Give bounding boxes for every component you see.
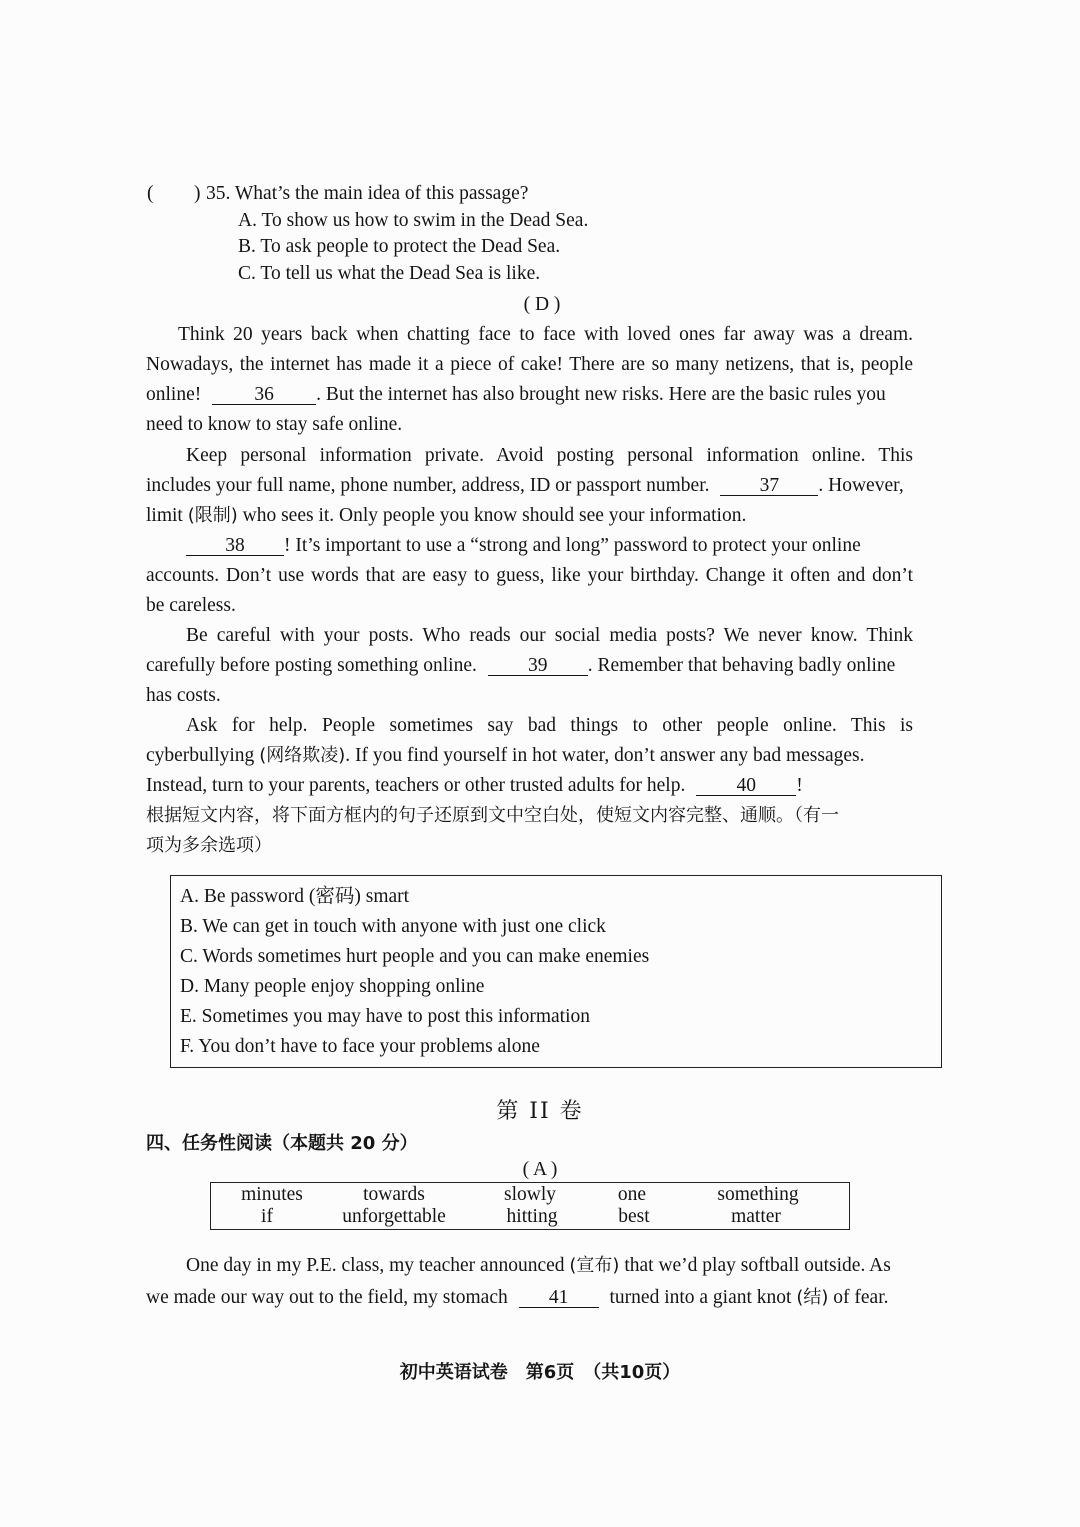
pa-line1-gloss: (宣布) bbox=[569, 1255, 620, 1276]
p1-line3-text-b: . But the internet has also brought new risks. Here are the basic rules you bbox=[316, 384, 886, 405]
p2-line3-text-a: limit bbox=[146, 505, 183, 526]
blank-40: 40 bbox=[696, 777, 796, 796]
p4-line2 bbox=[146, 654, 913, 678]
p3-line2: accounts. Don’t use words that are easy to guess, like your birthday. Change it often and don’t bbox=[146, 565, 913, 586]
word-bank bbox=[210, 1182, 850, 1230]
q35-option-b: B. To ask people to protect the Dead Sea. bbox=[238, 236, 561, 257]
word-matter: matter bbox=[731, 1206, 781, 1227]
p2-line1: Keep personal information private. Avoid posting personal information online. This bbox=[186, 445, 913, 466]
p4-line3: has costs. bbox=[146, 685, 221, 706]
page-footer: 初中英语试卷 第6页 （共10页） bbox=[399, 1362, 681, 1383]
p3-line1-text: ! It’s important to use a “strong and long” password to protect your online bbox=[284, 535, 861, 556]
section-d-label: ( D ) bbox=[523, 294, 561, 315]
word-something: something bbox=[717, 1184, 799, 1205]
p1-line4: need to know to stay safe online. bbox=[146, 414, 403, 435]
word-minutes: minutes bbox=[241, 1184, 303, 1205]
section4-heading: 四、任务性阅读（本题共 20 分） bbox=[146, 1133, 418, 1154]
blank-36: 36 bbox=[212, 386, 316, 405]
options-box bbox=[170, 875, 942, 1068]
p1-line3-text-a: online! bbox=[146, 384, 202, 405]
word-towards: towards bbox=[363, 1184, 425, 1205]
p4-line1: Be careful with your posts. Who reads our social media posts? We never know. Think bbox=[186, 625, 913, 646]
p1-line1: Think 20 years back when chatting face to face with loved ones far away was a dream. bbox=[178, 324, 913, 345]
p1-line2: Nowadays, the internet has made it a piece of cake! There are so many netizens, that is, people bbox=[146, 354, 913, 375]
box-option-a: A. Be password (密码) smart bbox=[180, 886, 410, 907]
pa-line2-gloss: (结) bbox=[796, 1287, 829, 1308]
p2-line3-text-b: who sees it. Only people you know should see your information. bbox=[242, 505, 747, 526]
p2-line3 bbox=[146, 504, 913, 528]
p5-line2 bbox=[146, 744, 913, 768]
pa-line1 bbox=[186, 1254, 913, 1278]
part2-title: 第 II 卷 bbox=[496, 1099, 584, 1124]
pa-line2-text-a: we made our way out to the field, my stomach bbox=[146, 1287, 508, 1308]
p5-line3-text-a: Instead, turn to your parents, teachers or other trusted adults for help. bbox=[146, 775, 686, 796]
word-best: best bbox=[618, 1206, 650, 1227]
box-option-d: D. Many people enjoy shopping online bbox=[180, 976, 485, 997]
answer-paren-open: ( bbox=[147, 183, 154, 204]
blank-41: 41 bbox=[519, 1289, 599, 1308]
blank-37: 37 bbox=[720, 477, 818, 496]
pa-line1-text-b: that we’d play softball outside. As bbox=[624, 1255, 891, 1276]
p3-line1 bbox=[186, 534, 913, 558]
pa-line1-text-a: One day in my P.E. class, my teacher announced bbox=[186, 1255, 565, 1276]
question-35-stem: 35. What’s the main idea of this passage? bbox=[206, 183, 529, 204]
instruction-line2: 项为多余选项） bbox=[146, 835, 272, 856]
answer-paren-close: ) bbox=[194, 183, 201, 204]
word-one: one bbox=[617, 1184, 647, 1205]
p3-line3: be careless. bbox=[146, 595, 236, 616]
p2-line2-text-a: includes your full name, phone number, address, ID or passport number. bbox=[146, 475, 710, 496]
p5-line3 bbox=[146, 774, 913, 798]
p4-line2-text-b: . Remember that behaving badly online bbox=[587, 655, 896, 676]
blank-39: 39 bbox=[488, 657, 588, 676]
p1-line3 bbox=[146, 383, 913, 407]
p5-line2-text-a: cyberbullying bbox=[146, 745, 255, 766]
p4-line2-text-a: carefully before posting something online. bbox=[146, 655, 477, 676]
box-option-f: F. You don’t have to face your problems alone bbox=[180, 1036, 540, 1057]
box-option-e: E. Sometimes you may have to post this information bbox=[180, 1006, 590, 1027]
q35-option-a: A. To show us how to swim in the Dead Sea. bbox=[238, 210, 589, 231]
word-hitting: hitting bbox=[506, 1206, 558, 1227]
pa-line2-text-b: turned into a giant knot bbox=[609, 1287, 792, 1308]
p2-line2 bbox=[146, 474, 919, 498]
box-option-c: C. Words sometimes hurt people and you can make enemies bbox=[180, 946, 650, 967]
blank-38: 38 bbox=[186, 537, 284, 556]
p5-line1: Ask for help. People sometimes say bad things to other people online. This is bbox=[186, 715, 913, 736]
pa-line2 bbox=[146, 1286, 913, 1310]
instruction-line1: 根据短文内容，将下面方框内的句子还原到文中空白处，使短文内容完整、通顺。（有一 bbox=[146, 805, 839, 826]
q35-option-c: C. To tell us what the Dead Sea is like. bbox=[238, 263, 541, 284]
p5-line2-gloss: (网络欺凌) bbox=[259, 745, 346, 766]
pa-line2-text-c: of fear. bbox=[833, 1287, 889, 1308]
word-slowly: slowly bbox=[503, 1184, 556, 1205]
section-a-label: ( A ) bbox=[522, 1159, 558, 1180]
p5-line2-text-b: . If you find yourself in hot water, don’t answer any bad messages. bbox=[345, 745, 865, 766]
p2-line3-gloss: (限制) bbox=[187, 505, 238, 526]
p2-line2-text-b: . However, bbox=[818, 475, 904, 496]
p5-line3-text-b: ! bbox=[796, 775, 803, 796]
word-if: if bbox=[261, 1206, 273, 1227]
word-unforgettable: unforgettable bbox=[342, 1206, 446, 1227]
box-option-b: B. We can get in touch with anyone with just one click bbox=[180, 916, 606, 937]
